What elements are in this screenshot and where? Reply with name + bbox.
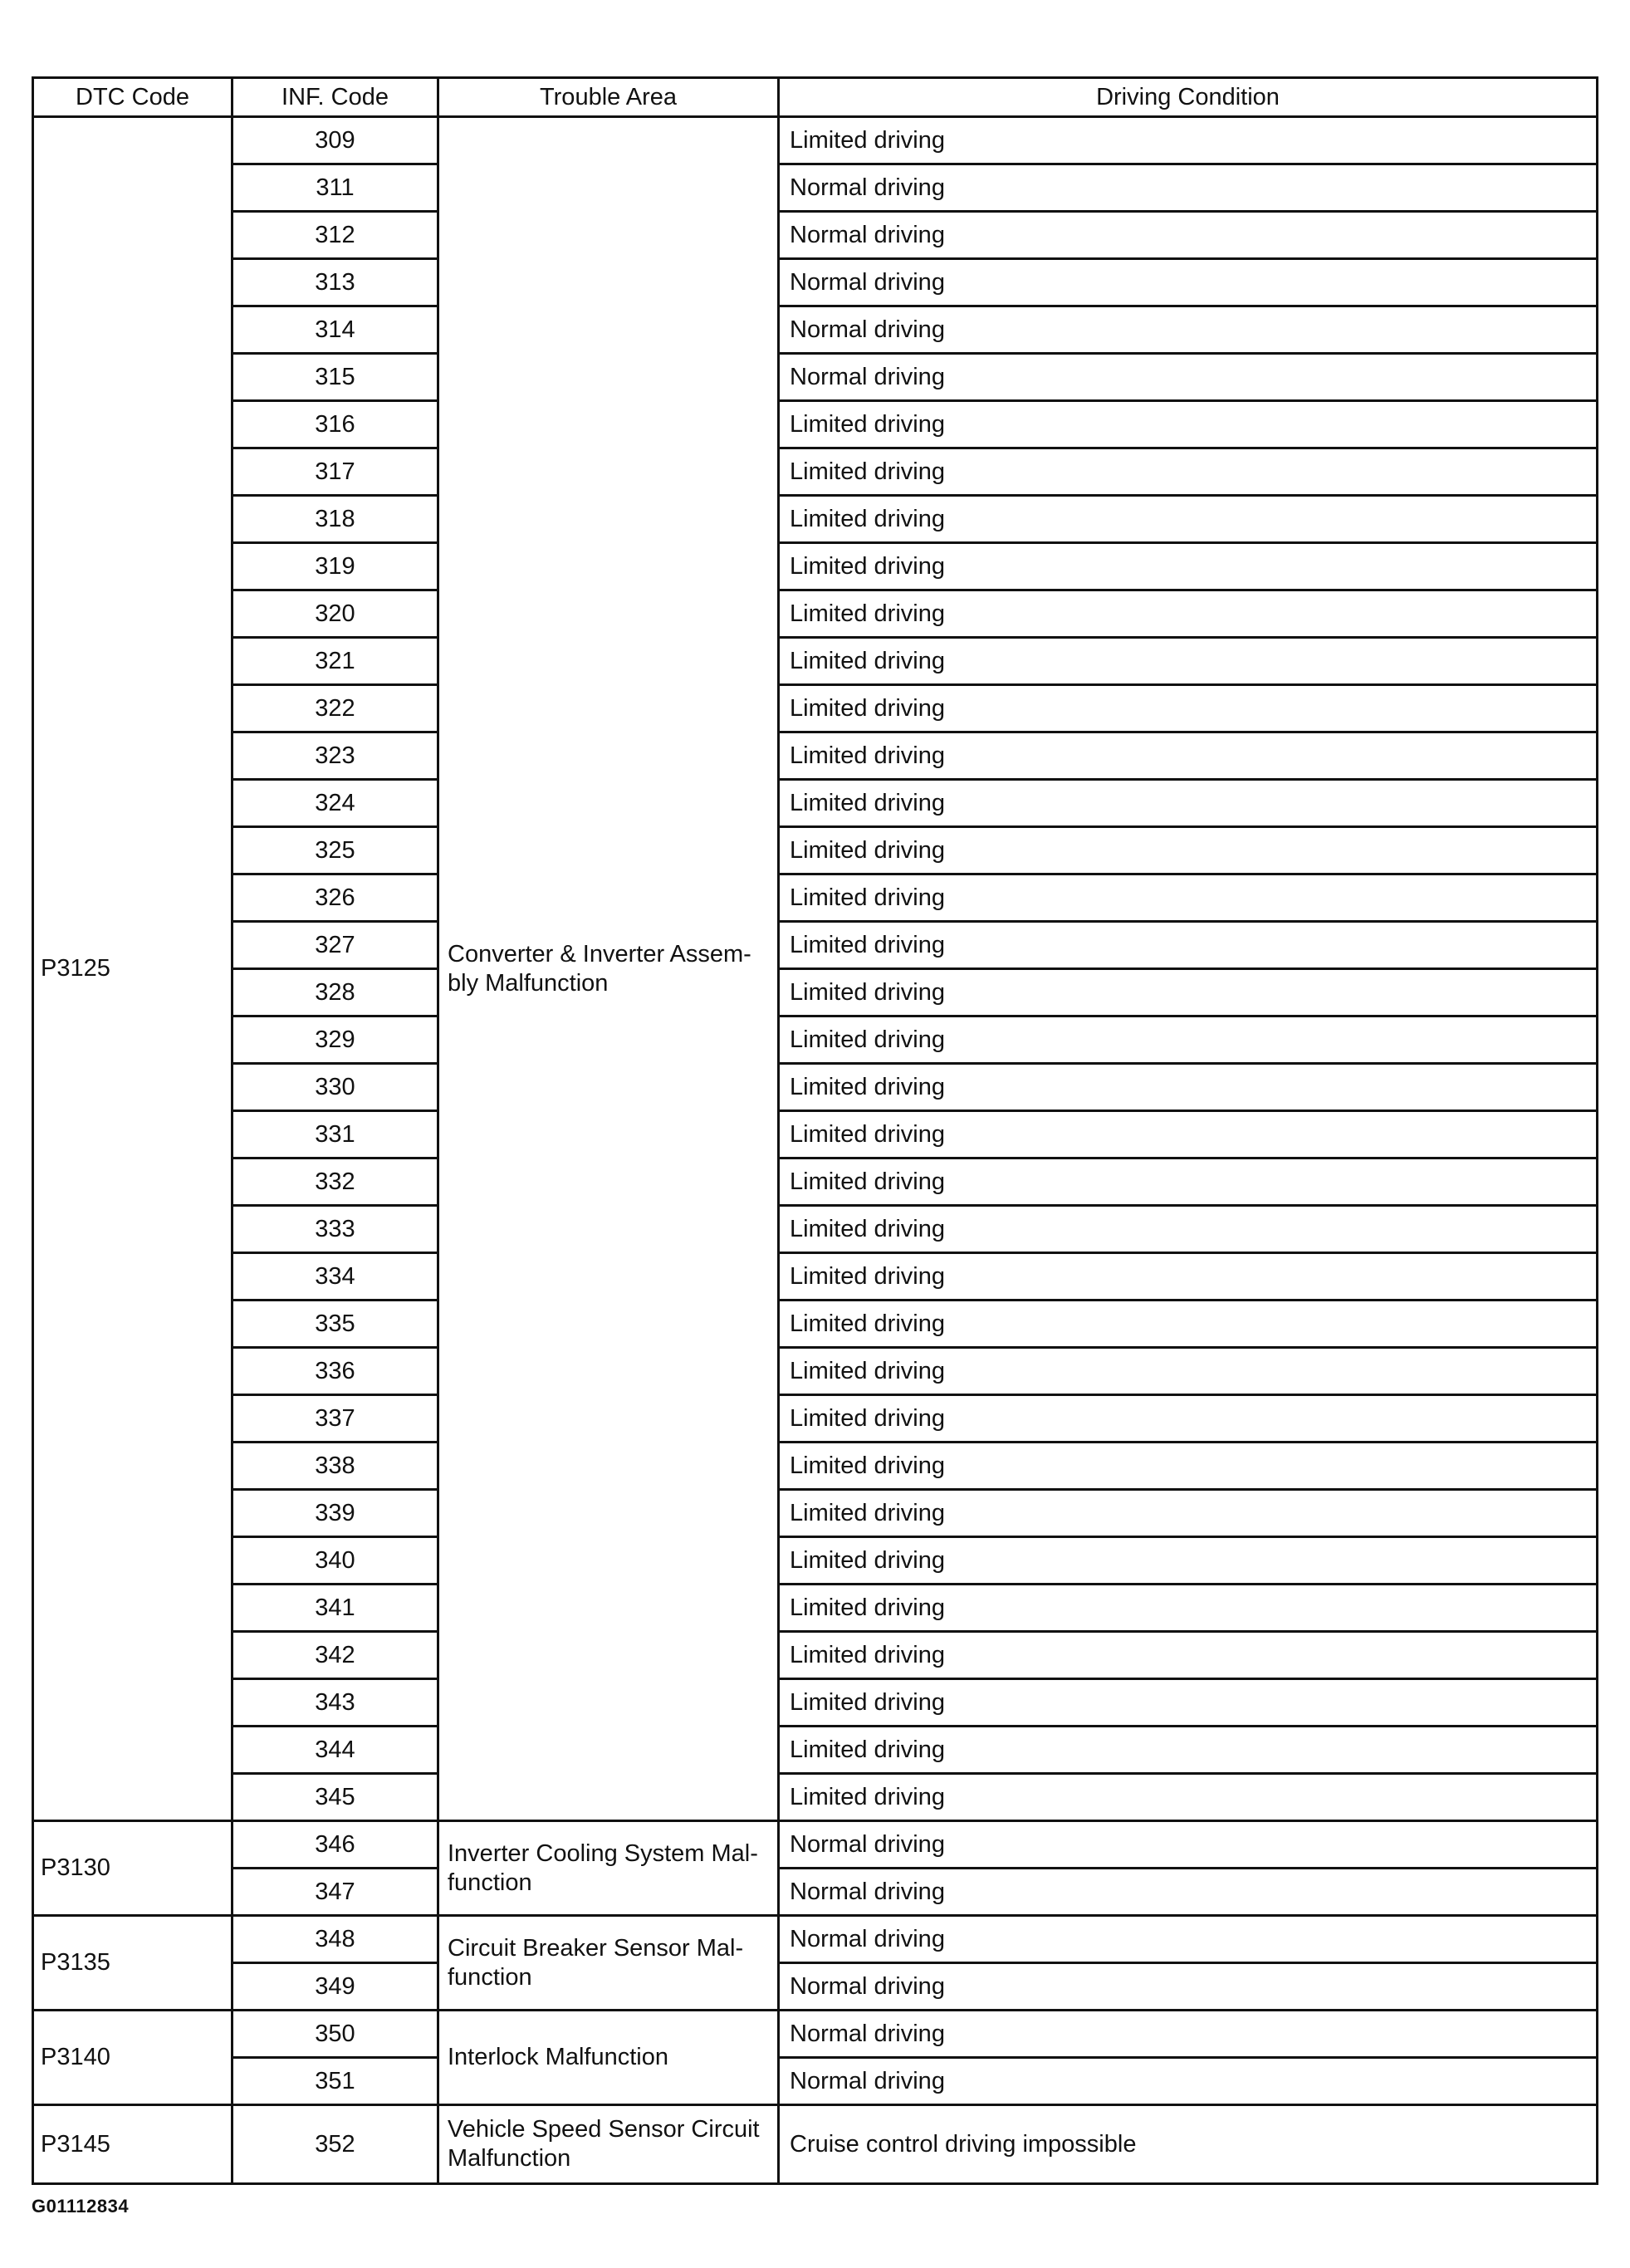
inf-code-cell: 321 — [233, 638, 438, 685]
table-row — [33, 2011, 1598, 2058]
table-row — [33, 259, 1598, 306]
driving-condition-cell: Limited driving — [779, 1395, 1598, 1443]
driving-condition-cell: Limited driving — [779, 401, 1598, 448]
driving-condition-cell: Limited driving — [779, 1206, 1598, 1253]
inf-code-cell: 342 — [233, 1632, 438, 1679]
driving-condition-cell: Normal driving — [779, 164, 1598, 212]
table-row — [33, 1443, 1598, 1490]
table-row — [33, 1158, 1598, 1206]
driving-condition-cell: Limited driving — [779, 1348, 1598, 1395]
inf-code-cell: 318 — [233, 496, 438, 543]
table-row — [33, 1206, 1598, 1253]
dtc-code-cell: P3140 — [33, 2011, 233, 2105]
table-row — [33, 1632, 1598, 1679]
trouble-area-cell: Circuit Breaker Sensor Mal- function — [438, 1916, 779, 2011]
inf-code-cell: 313 — [233, 259, 438, 306]
table-row — [33, 1111, 1598, 1158]
driving-condition-cell: Limited driving — [779, 1679, 1598, 1727]
table-row — [33, 1348, 1598, 1395]
dtc-code-cell: P3130 — [33, 1821, 233, 1916]
table-row — [33, 2058, 1598, 2105]
trouble-area-cell: Interlock Malfunction — [438, 2011, 779, 2105]
dtc-code-cell: P3135 — [33, 1916, 233, 2011]
inf-code-cell: 322 — [233, 685, 438, 732]
table-row — [33, 1821, 1598, 1869]
table-row — [33, 448, 1598, 496]
table-row — [33, 1253, 1598, 1301]
driving-condition-cell: Normal driving — [779, 1916, 1598, 1963]
trouble-area-cell: Inverter Cooling System Mal- function — [438, 1821, 779, 1916]
table-row — [33, 1916, 1598, 1963]
inf-code-cell: 344 — [233, 1727, 438, 1774]
table-row — [33, 1963, 1598, 2011]
table-row — [33, 117, 1598, 164]
dtc-code-cell: P3145 — [33, 2105, 233, 2184]
driving-condition-cell: Limited driving — [779, 732, 1598, 780]
trouble-area-cell: Converter & Inverter Assem- bly Malfunction — [438, 117, 779, 1821]
inf-code-cell: 334 — [233, 1253, 438, 1301]
driving-condition-cell: Limited driving — [779, 874, 1598, 922]
inf-code-cell: 346 — [233, 1821, 438, 1869]
inf-code-cell: 329 — [233, 1016, 438, 1064]
driving-condition-cell: Limited driving — [779, 1585, 1598, 1632]
driving-condition-cell: Limited driving — [779, 685, 1598, 732]
inf-code-cell: 341 — [233, 1585, 438, 1632]
table-row — [33, 164, 1598, 212]
driving-condition-cell: Limited driving — [779, 1111, 1598, 1158]
driving-condition-cell: Cruise control driving impossible — [779, 2105, 1598, 2184]
inf-code-cell: 333 — [233, 1206, 438, 1253]
inf-code-cell: 337 — [233, 1395, 438, 1443]
driving-condition-cell: Limited driving — [779, 1301, 1598, 1348]
inf-code-cell: 349 — [233, 1963, 438, 2011]
inf-code-cell: 338 — [233, 1443, 438, 1490]
inf-code-cell: 316 — [233, 401, 438, 448]
driving-condition-cell: Limited driving — [779, 1632, 1598, 1679]
driving-condition-cell: Limited driving — [779, 1016, 1598, 1064]
driving-condition-cell: Limited driving — [779, 117, 1598, 164]
table-row — [33, 212, 1598, 259]
table-row — [33, 306, 1598, 354]
inf-code-cell: 323 — [233, 732, 438, 780]
inf-code-cell: 348 — [233, 1916, 438, 1963]
table-row — [33, 1585, 1598, 1632]
table-row — [33, 1537, 1598, 1585]
driving-condition-cell: Normal driving — [779, 2058, 1598, 2105]
driving-condition-cell: Limited driving — [779, 543, 1598, 590]
inf-code-cell: 331 — [233, 1111, 438, 1158]
inf-code-cell: 350 — [233, 2011, 438, 2058]
table-row — [33, 1016, 1598, 1064]
table-row — [33, 969, 1598, 1016]
driving-condition-cell: Normal driving — [779, 306, 1598, 354]
inf-code-cell: 347 — [233, 1869, 438, 1916]
inf-code-cell: 335 — [233, 1301, 438, 1348]
table-row — [33, 2105, 1598, 2184]
dtc-code-cell: P3125 — [33, 117, 233, 1821]
inf-code-cell: 324 — [233, 780, 438, 827]
inf-code-cell: 345 — [233, 1774, 438, 1821]
inf-code-cell: 327 — [233, 922, 438, 969]
driving-condition-cell: Normal driving — [779, 354, 1598, 401]
table-row — [33, 685, 1598, 732]
table-row — [33, 874, 1598, 922]
inf-code-cell: 332 — [233, 1158, 438, 1206]
table-row — [33, 543, 1598, 590]
driving-condition-cell: Limited driving — [779, 1158, 1598, 1206]
table-row — [33, 1727, 1598, 1774]
inf-code-cell: 343 — [233, 1679, 438, 1727]
driving-condition-cell: Limited driving — [779, 1490, 1598, 1537]
driving-condition-cell: Normal driving — [779, 259, 1598, 306]
driving-condition-cell: Limited driving — [779, 448, 1598, 496]
driving-condition-cell: Limited driving — [779, 1774, 1598, 1821]
inf-code-cell: 351 — [233, 2058, 438, 2105]
table-row — [33, 1869, 1598, 1916]
table-row — [33, 354, 1598, 401]
dtc-table — [32, 76, 1598, 2185]
table-row — [33, 780, 1598, 827]
inf-code-cell: 320 — [233, 590, 438, 638]
driving-condition-cell: Limited driving — [779, 827, 1598, 874]
header-trouble-area: Trouble Area — [438, 78, 779, 117]
inf-code-cell: 326 — [233, 874, 438, 922]
inf-code-cell: 340 — [233, 1537, 438, 1585]
table-row — [33, 590, 1598, 638]
inf-code-cell: 311 — [233, 164, 438, 212]
table-row — [33, 1679, 1598, 1727]
inf-code-cell: 309 — [233, 117, 438, 164]
inf-code-cell: 325 — [233, 827, 438, 874]
driving-condition-cell: Limited driving — [779, 922, 1598, 969]
inf-code-cell: 328 — [233, 969, 438, 1016]
table-row — [33, 496, 1598, 543]
driving-condition-cell: Limited driving — [779, 1064, 1598, 1111]
driving-condition-cell: Limited driving — [779, 1443, 1598, 1490]
driving-condition-cell: Limited driving — [779, 590, 1598, 638]
driving-condition-cell: Normal driving — [779, 2011, 1598, 2058]
table-row — [33, 1395, 1598, 1443]
trouble-area-cell: Vehicle Speed Sensor Circuit Malfunction — [438, 2105, 779, 2184]
driving-condition-cell: Normal driving — [779, 212, 1598, 259]
inf-code-cell: 339 — [233, 1490, 438, 1537]
table-row — [33, 638, 1598, 685]
inf-code-cell: 312 — [233, 212, 438, 259]
table-row — [33, 732, 1598, 780]
driving-condition-cell: Normal driving — [779, 1821, 1598, 1869]
table-header — [33, 78, 1598, 117]
inf-code-cell: 319 — [233, 543, 438, 590]
inf-code-cell: 330 — [233, 1064, 438, 1111]
header-row — [33, 78, 1598, 117]
driving-condition-cell: Limited driving — [779, 496, 1598, 543]
header-dtc-code: DTC Code — [33, 78, 233, 117]
inf-code-cell: 317 — [233, 448, 438, 496]
table-row — [33, 1064, 1598, 1111]
driving-condition-cell: Limited driving — [779, 1253, 1598, 1301]
table-row — [33, 922, 1598, 969]
driving-condition-cell: Limited driving — [779, 1727, 1598, 1774]
header-inf-code: INF. Code — [233, 78, 438, 117]
driving-condition-cell: Limited driving — [779, 638, 1598, 685]
figure-id: G01112834 — [32, 2196, 130, 2217]
table-row — [33, 1301, 1598, 1348]
inf-code-cell: 315 — [233, 354, 438, 401]
table-row — [33, 1490, 1598, 1537]
table-row — [33, 827, 1598, 874]
driving-condition-cell: Limited driving — [779, 1537, 1598, 1585]
inf-code-cell: 352 — [233, 2105, 438, 2184]
driving-condition-cell: Normal driving — [779, 1869, 1598, 1916]
driving-condition-cell: Normal driving — [779, 1963, 1598, 2011]
driving-condition-cell: Limited driving — [779, 780, 1598, 827]
header-driving-condition: Driving Condition — [779, 78, 1598, 117]
table-body — [33, 117, 1598, 2184]
table-row — [33, 1774, 1598, 1821]
driving-condition-cell: Limited driving — [779, 969, 1598, 1016]
table-row — [33, 401, 1598, 448]
inf-code-cell: 314 — [233, 306, 438, 354]
inf-code-cell: 336 — [233, 1348, 438, 1395]
